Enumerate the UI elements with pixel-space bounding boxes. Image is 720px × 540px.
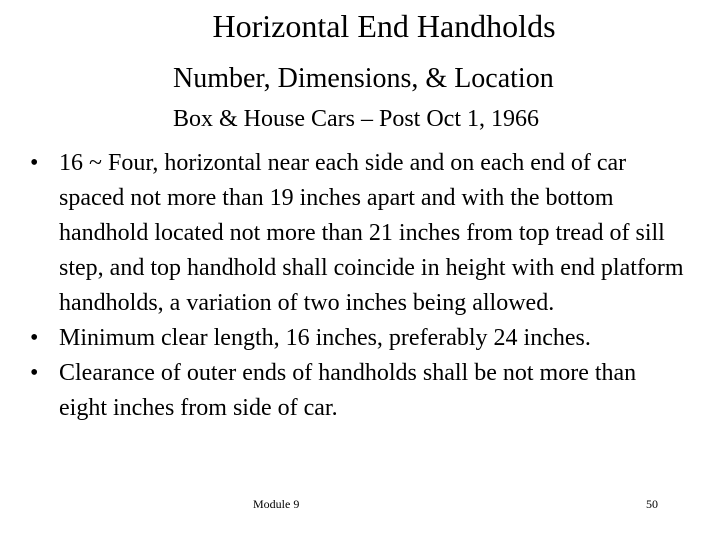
bullet-icon: • xyxy=(30,360,39,386)
bullet-icon: • xyxy=(30,325,39,351)
bullet-text: Clearance of outer ends of handholds shall be not more than eight inches from side of car. xyxy=(59,360,637,421)
bullet-list xyxy=(30,146,690,426)
bullet-item xyxy=(30,356,690,426)
bullet-item xyxy=(30,321,690,356)
footer-module-label: Module 9 xyxy=(253,497,300,511)
slide-subtitle: Number, Dimensions, & Location xyxy=(173,63,554,94)
bullet-icon: • xyxy=(30,150,39,176)
slide-subsubtitle: Box & House Cars – Post Oct 1, 1966 xyxy=(173,106,539,132)
bullet-text: 16 ~ Four, horizontal near each side and on each end of car spaced not more than 19 inches apart and with the bottom handhold located not more than 21 inches from top tread of sill step, and top handhold shall coincide in height with end platform handholds, a variation of two inches being allowed. xyxy=(59,150,684,316)
footer-page-number: 50 xyxy=(646,497,658,511)
bullet-item xyxy=(30,146,690,321)
slide-title: Horizontal End Handholds xyxy=(212,8,556,44)
bullet-text: Minimum clear length, 16 inches, preferably 24 inches. xyxy=(59,325,591,351)
